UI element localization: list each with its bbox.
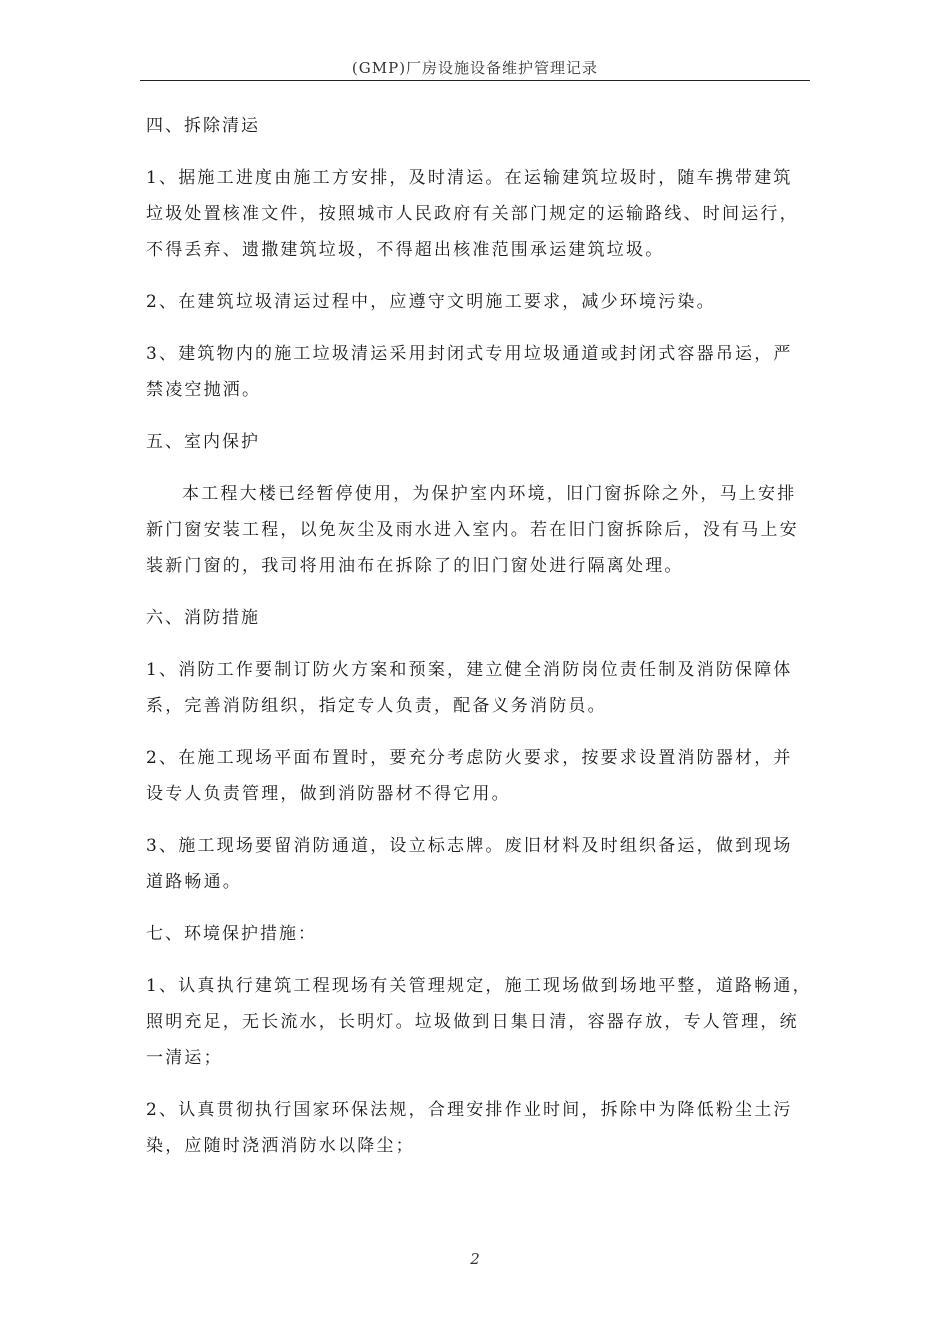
text-line: 道路畅通。 <box>146 872 242 892</box>
paragraph <box>146 284 826 320</box>
page-header <box>140 56 810 81</box>
text-line: 禁凌空抛洒。 <box>146 380 262 400</box>
paragraph <box>146 160 826 268</box>
section-title-environmental-protection: 七、环境保护措施： <box>146 924 317 944</box>
text-line: 本工程大楼已经暂停使用，为保护室内环境，旧门窗拆除之外，马上安排 <box>182 484 797 504</box>
section-title-indoor-protection: 五、室内保护 <box>146 432 260 452</box>
text-line: 新门窗安装工程，以免灰尘及雨水进入室内。若在旧门窗拆除后，没有马上安 <box>146 520 799 540</box>
text-line: 一清运； <box>146 1048 223 1068</box>
text-line: 染，应随时浇洒消防水以降尘； <box>146 1136 415 1156</box>
text-line: 2、认真贯彻执行国家环保法规，合理安排作业时间，拆除中为降低粉尘土污 <box>146 1100 793 1120</box>
text-line: 3、建筑物内的施工垃圾清运采用封闭式专用垃圾通道或封闭式容器吊运，严 <box>146 344 793 364</box>
text-line: 不得丢弃、遗撒建筑垃圾，不得超出核准范围承运建筑垃圾。 <box>146 240 665 260</box>
text-line: 2、在施工现场平面布置时，要充分考虑防火要求，按要求设置消防器材，并 <box>146 748 793 768</box>
paragraph <box>146 336 826 408</box>
text-line: 1、消防工作要制订防火方案和预案，建立健全消防岗位责任制及消防保障体 <box>146 660 793 680</box>
section-title-demolition: 四、拆除清运 <box>146 116 260 136</box>
text-line: 1、认真执行建筑工程现场有关管理规定，施工现场做到场地平整，道路畅通， <box>146 976 812 996</box>
paragraph <box>146 476 826 584</box>
text-line: 系，完善消防组织，指定专人负责，配备义务消防员。 <box>146 696 607 716</box>
text-line: 2、在建筑垃圾清运过程中，应遵守文明施工要求，减少环境污染。 <box>146 292 716 312</box>
paragraph <box>146 828 826 900</box>
document-body <box>146 108 826 1180</box>
paragraph <box>146 652 826 724</box>
section-title-fire-safety: 六、消防措施 <box>146 608 260 628</box>
text-line: 垃圾处置核准文件，按照城市人民政府有关部门规定的运输路线、时间运行， <box>146 204 799 224</box>
paragraph <box>146 1092 826 1164</box>
paragraph <box>146 740 826 812</box>
text-line: 3、施工现场要留消防通道，设立标志牌。废旧材料及时组织备运，做到现场 <box>146 836 793 856</box>
page-number: 2 <box>470 1250 480 1268</box>
text-line: 1、据施工进度由施工方安排，及时清运。在运输建筑垃圾时，随车携带建筑 <box>146 168 793 188</box>
text-line: 装新门窗的，我司将用油布在拆除了的旧门窗处进行隔离处理。 <box>146 556 684 576</box>
paragraph <box>146 968 826 1076</box>
header-title: (GMP)厂房设施设备维护管理记录 <box>351 59 599 77</box>
text-line: 照明充足，无长流水，长明灯。垃圾做到日集日清，容器存放，专人管理，统 <box>146 1012 799 1032</box>
text-line: 设专人负责管理，做到消防器材不得它用。 <box>146 784 511 804</box>
